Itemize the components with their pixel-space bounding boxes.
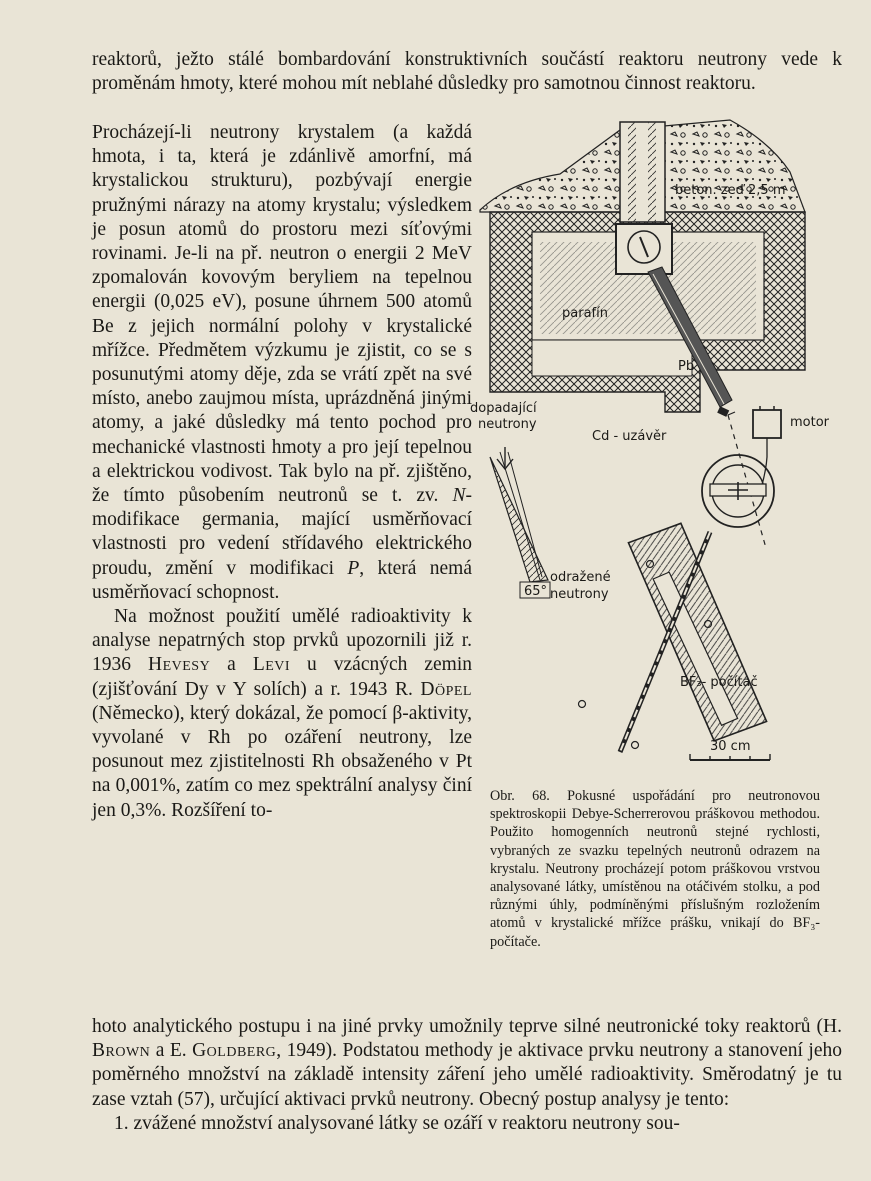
- label-reflected-2: neutrony: [550, 587, 609, 602]
- column-paragraph-2: Na možnost použití umělé radioaktivity k analyse nepatrných stop prvků upozornili již r. 1936 Hevesy a Levi u vzácných zemin (zjišťování Dy v Y solích) a r. 1943 R. Döpel (Německo), který dokázal, že pomocí β-aktivity, vyvolané v Rh po ozáření neutrony, lze posunout mez zjistitelnosti Rh obsaženého v Pt na 0,001%, zatím co mez spektrální analysy činí jen 0,3%. Rozšíření to-: [92, 606, 473, 821]
- beam-angle-sketch: [490, 447, 550, 598]
- bottom-paragraph: [92, 1015, 842, 1136]
- label-wall: beton. zeď 2,5 m: [675, 183, 786, 198]
- bf3-counter: [579, 515, 769, 752]
- label-cd-shutter: Cd - uzávěr: [592, 429, 667, 444]
- bottom-paragraph-text: hoto analytického postupu i na jiné prvky umožnily teprve silné neutronické toky reaktorů (H. Brown a E. Goldberg, 1949). Podstatou methody je aktivace prvku neutrony a stanovení jeho poměrného množství na základě intensity záření jeho umělé radioaktivity. Směrodatný je tu zase vztah (57), určující aktivaci prvků neutrony. Obecný postup analysy je tento:: [92, 1016, 843, 1110]
- label-counter: BF₃- počítač: [680, 675, 758, 690]
- label-incident-1: dopadající: [470, 401, 537, 416]
- list-item-1: 1. zvážené množství analysované látky se ozáří v reaktoru neutrony sou-: [114, 1112, 680, 1134]
- label-incident-2: neutrony: [478, 417, 537, 432]
- scale-bar: [690, 754, 770, 760]
- label-angle: 65°: [524, 584, 548, 599]
- label-paraffin: parafín: [562, 306, 608, 321]
- label-scale: 30 cm: [710, 739, 751, 754]
- label-motor: motor: [790, 415, 830, 430]
- label-pb: Pb: [678, 359, 695, 374]
- motor: [753, 406, 781, 492]
- label-reflected-1: odražené: [550, 570, 611, 585]
- column-paragraph-1: Procházejí-li neutrony krystalem (a každá hmota, i ta, která je zdánlivě amorfní, má krystalickou strukturu), pozbývají energie pružnými nárazy na atomy krystalu; výsledkem je posun atomů do prostoru mezi síťovými rovinami. Je-li na př. neutron o energii 2 MeV zpomalován kovovým beryliem na tepelnou energii (0,025 eV), posune úhrnem 500 atomů Be z jejich normální polohy v krystalické mřížce. Předmětem výzkumu je zjistit, co se s posunutými atomy děje, zda se vrátí zpět na své místo, anebo zaujmou místa, uprázdněná jinými atomy, a jaké důsledky má tento pochod pro mechanické vlastnosti hmoty a pro její tepelnou a elektrickou vodivost. Tak bylo na př. zjištěno, že tímto působením neutronů se t. zv. N-modifikace germania, mající usměrňovací vlastnosti pro vedení střídavého elektrického proudu, změní v modifikaci P, která nemá usměrňovací schopnost.: [92, 122, 473, 603]
- figure-caption: Obr. 68. Pokusné uspořádání pro neutronovou spektroskopii Debye-Scherrerovou práškovou methodou. Použito homogenních neutronů stejné rychlosti, vybraných ze svazku tepelných neutronů odrazem na krystalu. Neutrony procházejí potom práškovou vrstvou analysované látky, umístěnou na otáčivém stolku, a pod různými úhly, podmíněnými příslušným rozložením atomů v krystalické mřížce prášku, vnikají do BF₃-počítače.: [490, 788, 820, 950]
- left-column: [92, 121, 472, 823]
- figure-68-diagram: [470, 112, 870, 782]
- paragraph-top: reaktorů, ježto stálé bombardování konstruktivních součástí reaktoru neutrony vede k proměnám hmoty, které mohou mít neblahé důsledky pro samotnou činnost reaktoru.: [92, 49, 842, 95]
